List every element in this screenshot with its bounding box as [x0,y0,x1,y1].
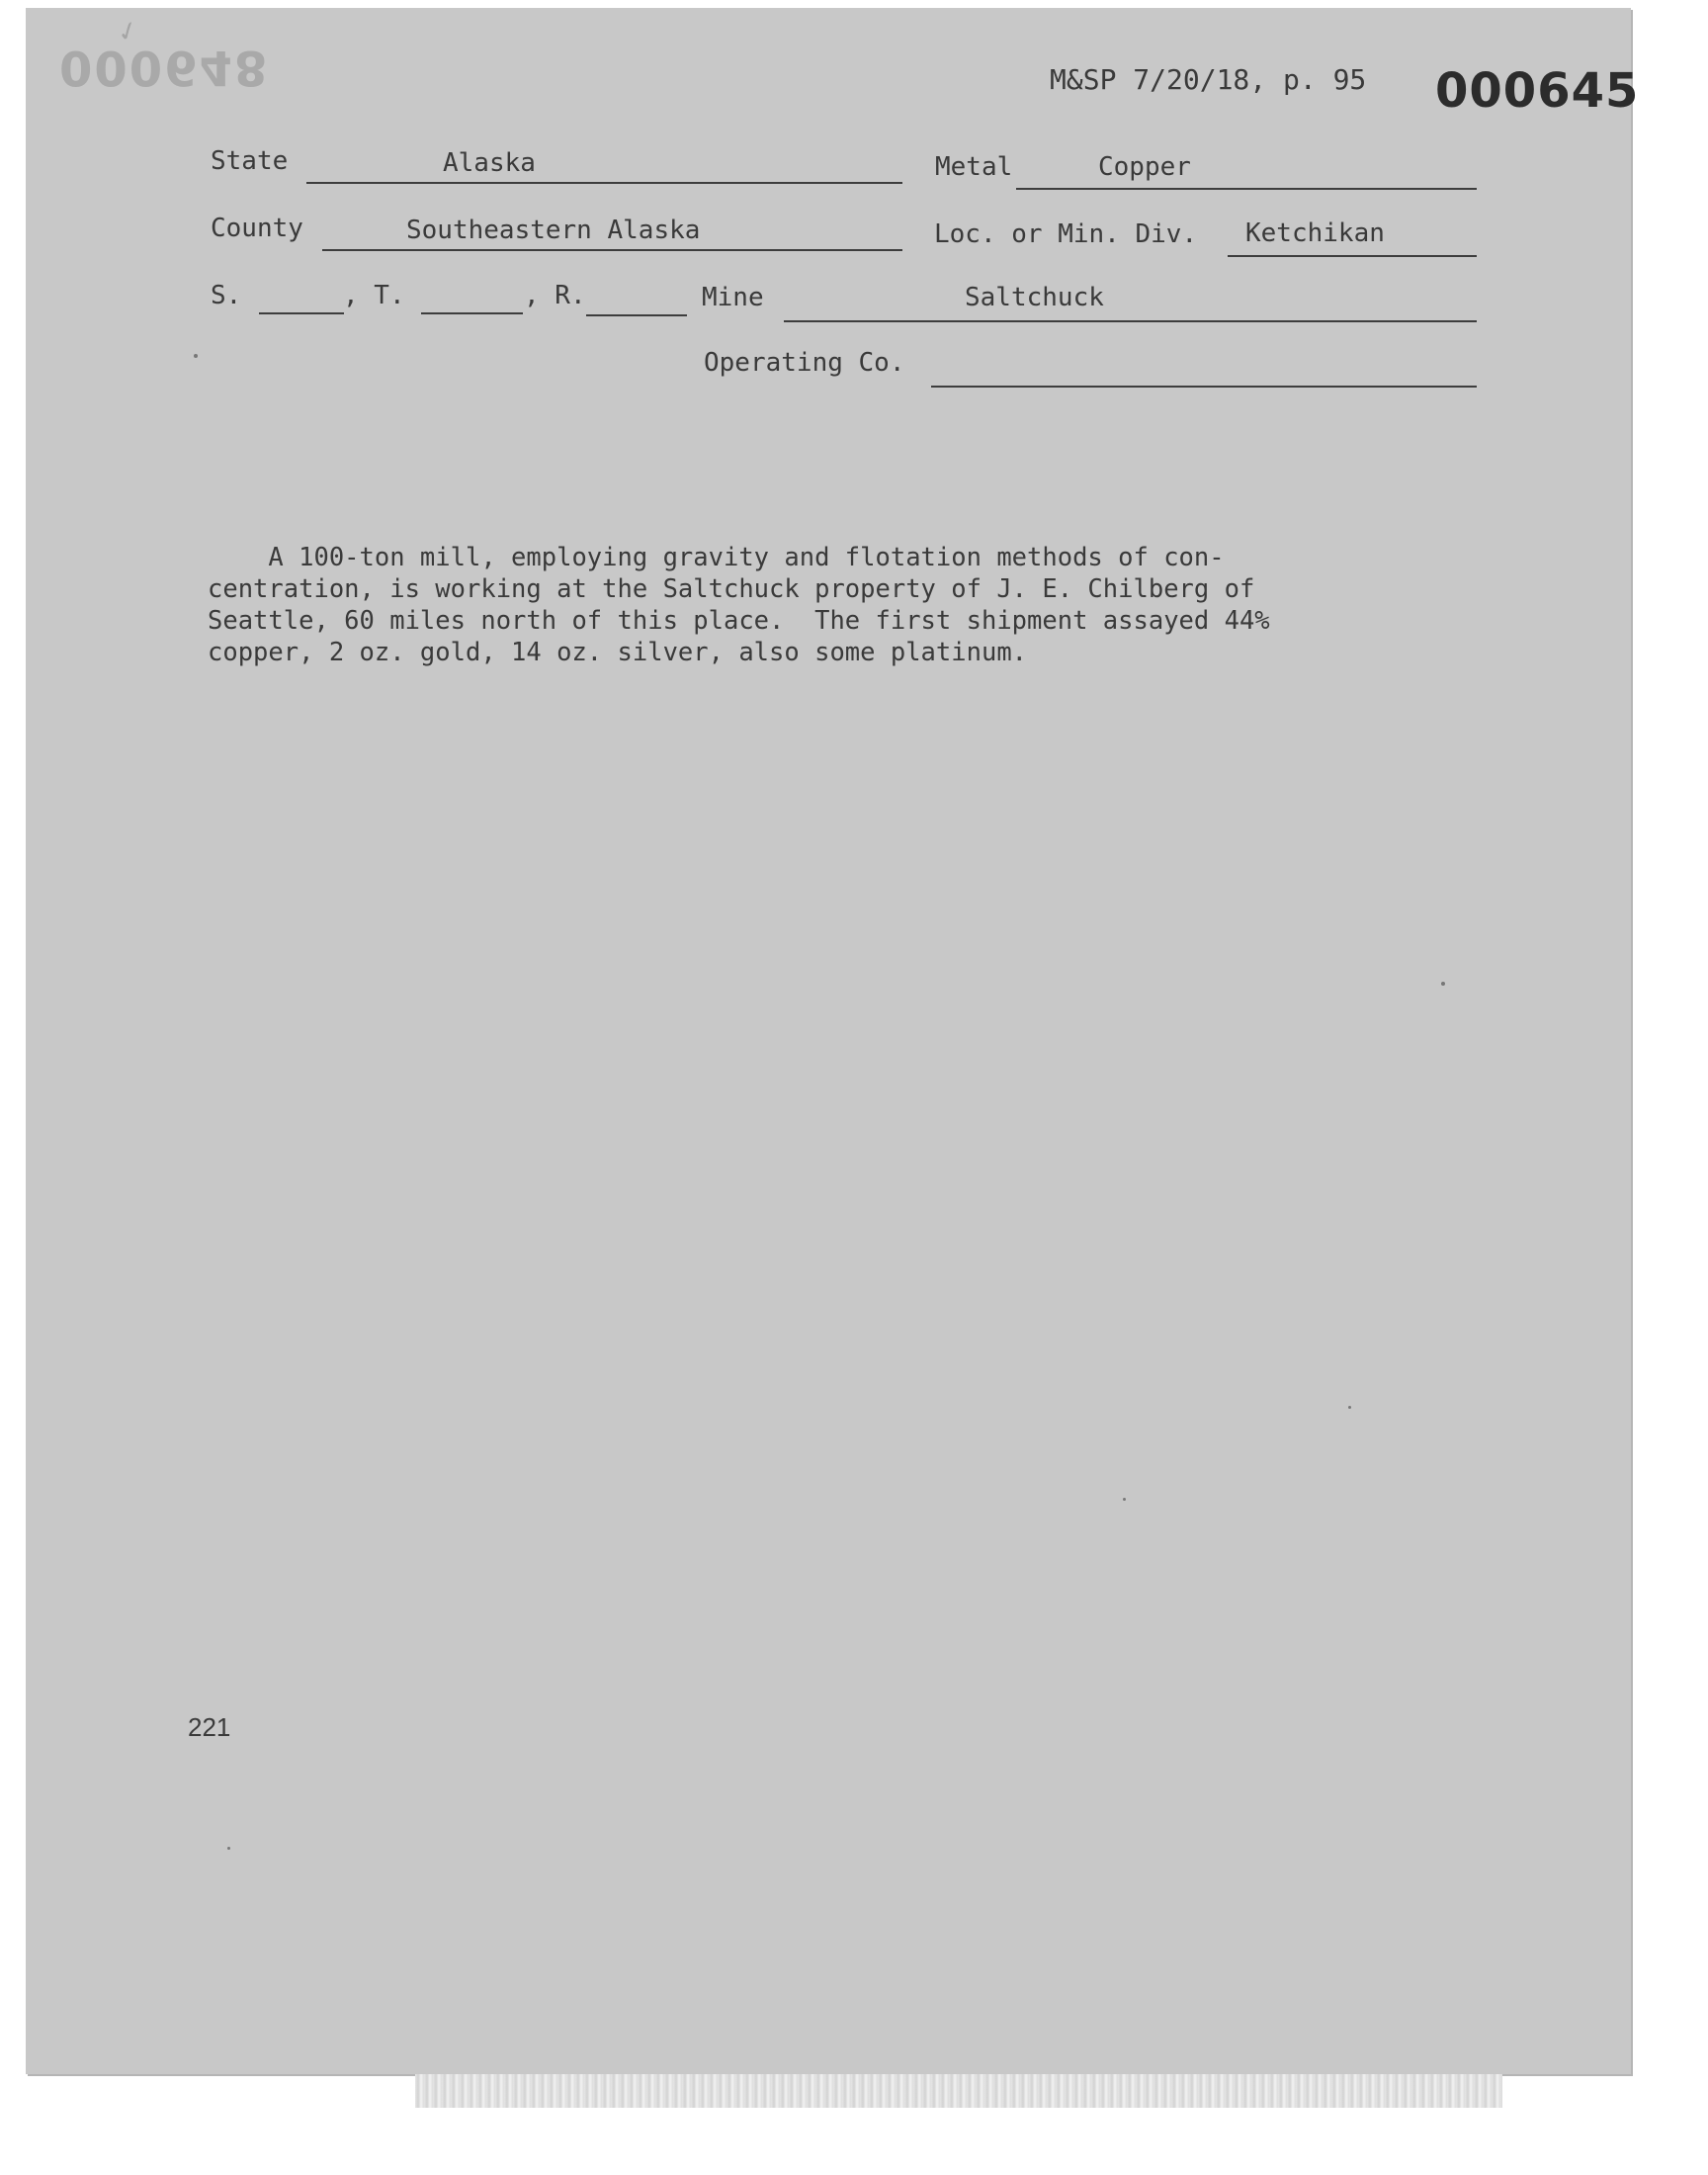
state-underline [306,182,902,184]
metal-underline [1016,188,1477,190]
range-underline [586,314,687,316]
section-label: S. [211,281,242,310]
document-page [26,8,1631,2074]
state-value: Alaska [443,148,536,178]
division-label: Loc. or Min. Div. [934,219,1198,249]
check-mark-icon: ✓ [113,11,142,51]
operating-company-label: Operating Co. [704,348,905,378]
scan-speck [1123,1498,1126,1501]
division-underline [1228,255,1477,257]
county-value: Southeastern Alaska [406,216,701,245]
body-line: copper, 2 oz. gold, 14 oz. silver, also some platinum. [208,638,1028,667]
operating-company-underline [931,386,1477,388]
scan-speck [227,1847,230,1850]
ghost-stamp-number: 000648 [59,40,270,95]
page-number: 221 [188,1712,231,1742]
source-reference: M&SP 7/20/18, p. 95 [1050,63,1367,96]
section-underline [259,312,344,314]
mine-value: Saltchuck [965,283,1104,312]
scan-speck [194,354,198,358]
county-underline [322,249,902,251]
township-label: , T. [343,281,405,310]
scan-edge-artifact [415,2074,1502,2108]
mine-label: Mine [702,283,764,312]
record-stamp-number: 000645 [1435,63,1640,119]
scan-speck [1441,982,1445,986]
body-line: centration, is working at the Saltchuck property of J. E. Chilberg of [208,574,1255,604]
state-label: State [211,146,289,176]
body-paragraph [208,542,1394,668]
county-label: County [211,214,303,243]
body-line: Seattle, 60 miles north of this place. The first shipment assayed 44% [208,606,1270,636]
division-value: Ketchikan [1245,218,1385,248]
metal-value: Copper [1098,152,1191,182]
mine-underline [784,320,1477,322]
metal-label: Metal [935,152,1013,182]
scan-speck [1348,1406,1351,1409]
body-line: A 100-ton mill, employing gravity and flotation methods of con- [208,543,1225,572]
range-label: , R. [524,281,586,310]
township-underline [421,312,523,314]
